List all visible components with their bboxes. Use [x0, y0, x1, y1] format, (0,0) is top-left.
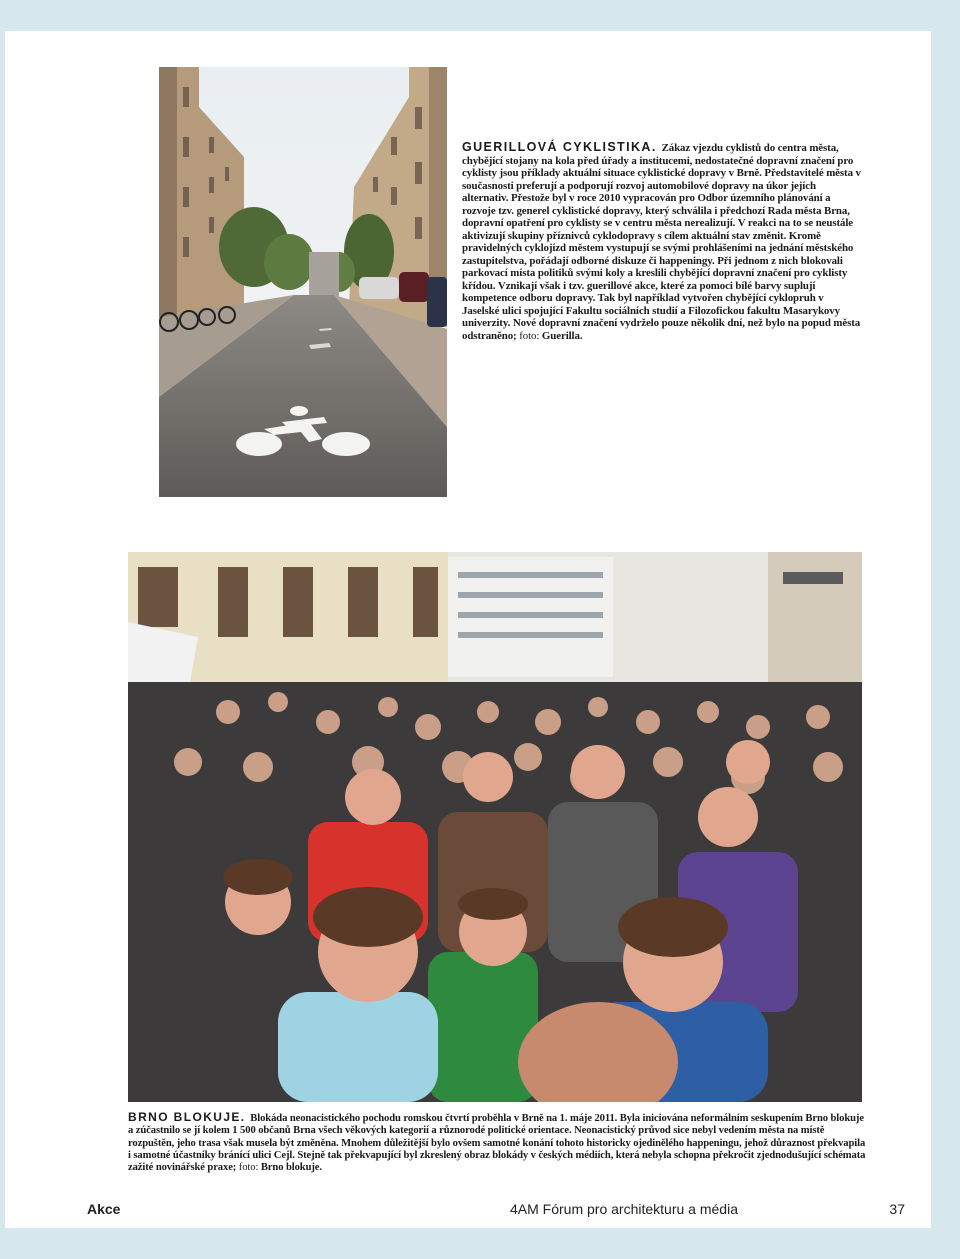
caption-2-lead: BRNO BLOKUJE.	[128, 1110, 251, 1124]
caption-1-body: Zákaz vjezdu cyklistů do centra města, chybějící stojany na kola před úřady a institucemi, nedostatečné dopravní značení pro cyklisty jsou příklady aktuální situace cyklistické dopravy v Brně. Představitelé města v současnosti preferují a podporují rozvoj automobilové dopravy na úkor jejích alternativ. Přestože byl v roce 2010 vypracován pro Odbor územního plánování a rozvoje tzv. generel cyklistické dopravy, který schválila i předchozí Rada města Brna, dopravní opatření pro cyklisty se v centru města nerealizují. V reakci na to se neustále aktivizují skupiny příznivců cyklodopravy s cílem aktuální stav změnit. Kromě pravidelných cyklojízd městem vystupují se svými prohlášeními na jednání městského zastupitelstva, pořádají odborné diskuze či happeningy. Při jednom z nich blokovali parkovací místa politiků svými koly a kreslili chybějící dopravní značení pro cyklisty křídou. Vznikají však i tzv. guerillové akce, které za pomoci bílé barvy suplují kompetence odboru dopravy. Tak byl například vytvořen chybějící cyklopruh v Jaselské ulici spojující Fakultu sociálních studií a Filozofickou fakultu Masarykovy univerzity. Nové dopravní značení vydrželo pouze několik dní, než bylo na popud města odstraněno;	[462, 142, 861, 342]
caption-brno-blokuje	[128, 1111, 868, 1174]
crowd-photo-image	[128, 552, 862, 1102]
caption-2-body: Blokáda neonacistického pochodu romskou čtvrtí proběhla v Brně na 1. máje 2011. Byla iniciována neformálním seskupením Brno blokuje a zúčastnilo se jí kolem 1 500 občanů Brna všech věkových kategorií a různorodé politické orientace. Neonacistický průvod sice nebyl vedením města na místě rozpuštěn, jeho trasa však musela být změněna. Mnohem důležitější bylo ovšem samotné konání tohoto historicky ojedinělého happeningu, jehož důraznost překvapila i samotné účastníky bránící ulici Cejl. Stejně tak překvapující byl zkreslený obraz blokády v českých médiích, která nebyla schopna překročit zjednodušující schémata zažité novinářské praxe;	[128, 1113, 866, 1174]
caption-1-credit-label: foto:	[519, 329, 542, 342]
street-bike-lane-photo	[159, 67, 447, 497]
crowd-blockade-photo	[128, 552, 862, 1102]
caption-guerilla-cycling	[462, 141, 862, 342]
caption-2-credit-label: foto:	[238, 1162, 261, 1174]
caption-1-credit: Guerilla.	[541, 329, 583, 342]
page-footer	[5, 1201, 931, 1221]
magazine-page	[5, 31, 931, 1228]
caption-2-credit: Brno blokuje.	[260, 1162, 322, 1174]
footer-page-number: 37	[889, 1201, 905, 1217]
caption-1-lead: GUERILLOVÁ CYKLISTIKA.	[462, 140, 662, 154]
street-photo-image	[159, 67, 447, 497]
footer-section-name: Akce	[87, 1201, 121, 1217]
footer-journal-title: 4AM Fórum pro architekturu a média	[510, 1201, 738, 1217]
